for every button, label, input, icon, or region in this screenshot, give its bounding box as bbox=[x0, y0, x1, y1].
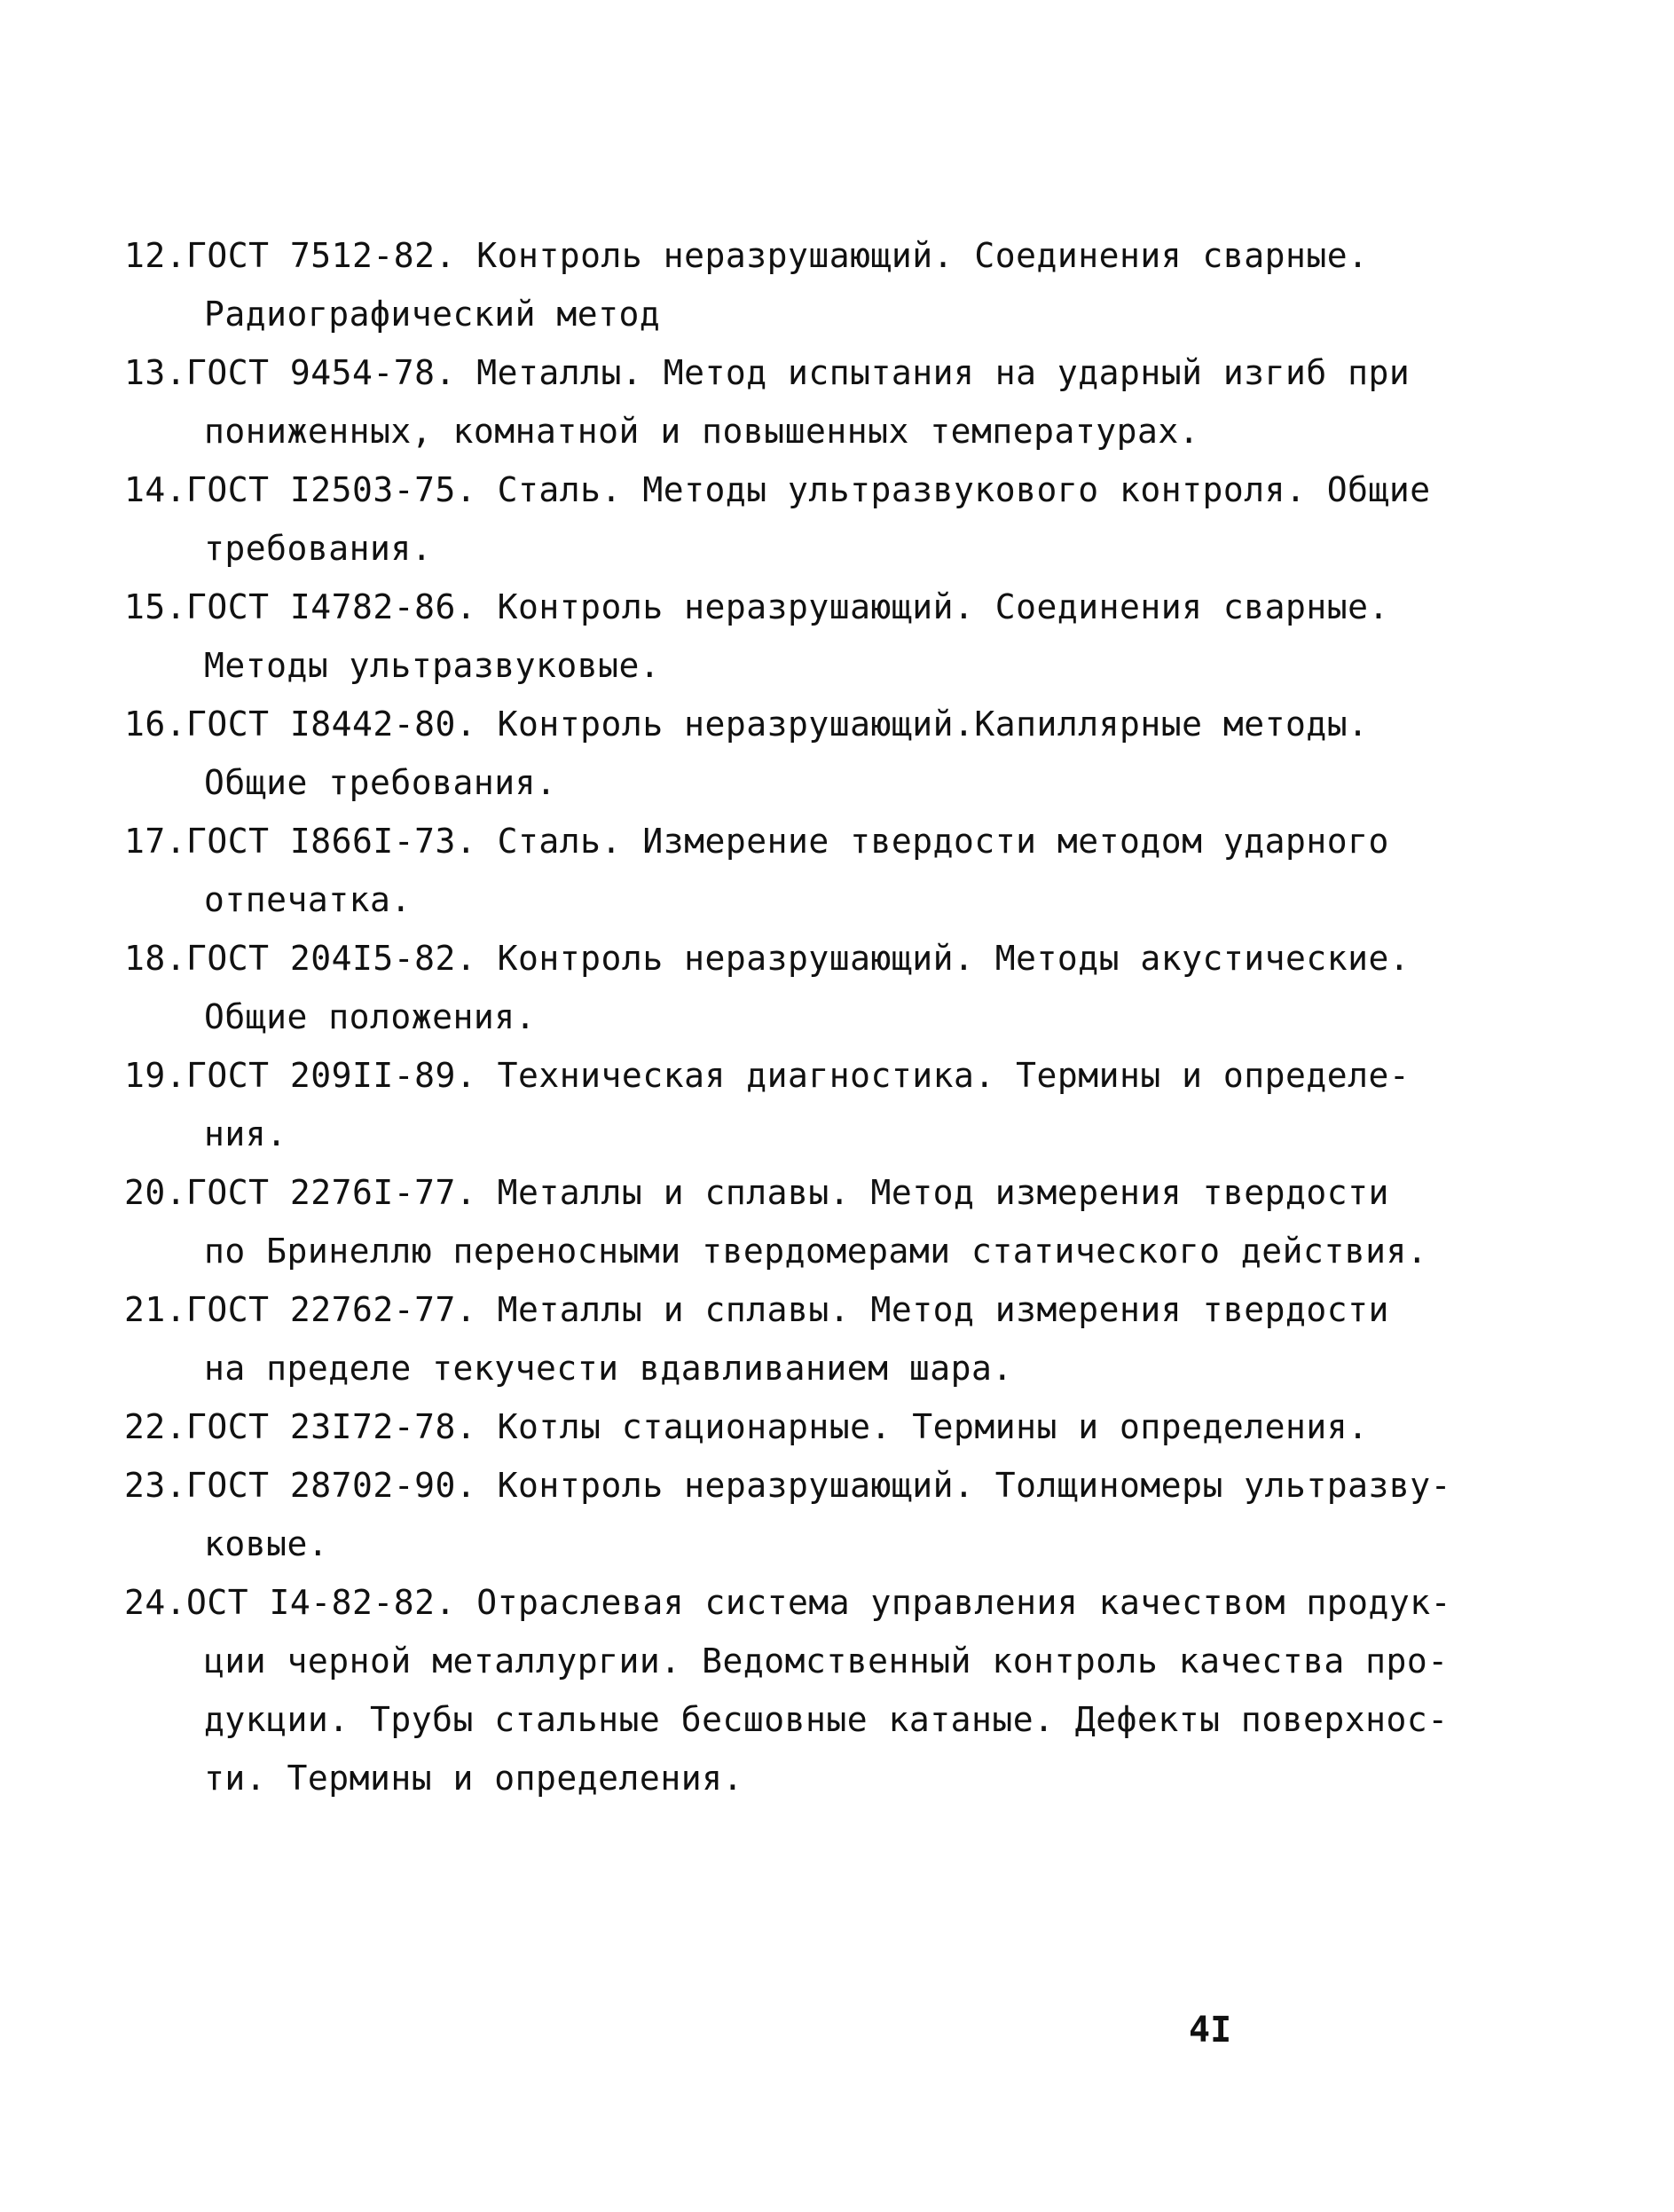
reference-number: 18. bbox=[124, 939, 187, 978]
reference-line-first bbox=[124, 226, 1369, 285]
reference-line-first bbox=[124, 1397, 1369, 1456]
reference-text: ции черной металлургии. Ведомственный контроль качества про- bbox=[204, 1641, 1449, 1681]
reference-line-continuation bbox=[124, 753, 1277, 812]
reference-line-continuation bbox=[124, 1222, 1428, 1280]
reference-number: 14. bbox=[124, 470, 187, 509]
reference-line-continuation bbox=[124, 1339, 1277, 1397]
reference-line-continuation bbox=[124, 402, 1277, 461]
reference-line-first bbox=[124, 1573, 1452, 1632]
reference-number: 22. bbox=[124, 1407, 187, 1446]
reference-text: ГОСТ 22762-77. Металлы и сплавы. Метод измерения твердости bbox=[186, 1290, 1389, 1329]
reference-item bbox=[124, 226, 1369, 343]
reference-item bbox=[124, 1163, 1428, 1280]
reference-line-continuation bbox=[124, 285, 1277, 343]
reference-text: ГОСТ 23I72-78. Котлы стационарные. Термины и определения. bbox=[186, 1407, 1369, 1446]
reference-item bbox=[124, 1456, 1452, 1573]
reference-item bbox=[124, 578, 1389, 695]
reference-line-first bbox=[124, 1280, 1389, 1339]
reference-text: ГОСТ 9454-78. Металлы. Метод испытания на ударный изгиб при bbox=[186, 353, 1411, 392]
reference-item bbox=[124, 343, 1411, 461]
reference-item bbox=[124, 1573, 1452, 1807]
reference-text: ГОСТ I866I-73. Сталь. Измерение твердости методом ударного bbox=[186, 822, 1389, 861]
reference-item bbox=[124, 1397, 1369, 1456]
reference-number: 20. bbox=[124, 1173, 187, 1212]
reference-number: 24. bbox=[124, 1583, 187, 1622]
reference-text: отпечатка. bbox=[204, 880, 412, 919]
reference-number: 16. bbox=[124, 705, 187, 744]
reference-line-first bbox=[124, 343, 1411, 402]
reference-line-continuation bbox=[124, 1749, 1277, 1807]
reference-text: ГОСТ 209II-89. Техническая диагностика. Термины и определе- bbox=[186, 1056, 1411, 1095]
reference-text: ГОСТ I2503-75. Сталь. Методы ультразвукового контроля. Общие bbox=[186, 470, 1431, 509]
reference-text: ковые. bbox=[204, 1524, 329, 1563]
reference-line-continuation bbox=[124, 1690, 1449, 1749]
reference-list bbox=[124, 226, 1452, 1807]
reference-item bbox=[124, 461, 1431, 578]
reference-text: ГОСТ 204I5-82. Контроль неразрушающий. Методы акустические. bbox=[186, 939, 1411, 978]
reference-line-first bbox=[124, 1163, 1389, 1222]
reference-number: 21. bbox=[124, 1290, 187, 1329]
reference-item bbox=[124, 812, 1389, 929]
reference-line-first bbox=[124, 929, 1411, 988]
reference-number: 19. bbox=[124, 1056, 187, 1095]
reference-line-first bbox=[124, 461, 1431, 519]
reference-text: ГОСТ 2276I-77. Металлы и сплавы. Метод измерения твердости bbox=[186, 1173, 1389, 1212]
reference-number: 13. bbox=[124, 353, 187, 392]
page-number: 4I bbox=[1189, 2010, 1232, 2051]
reference-text: ГОСТ I4782-86. Контроль неразрушающий. Соединения сварные. bbox=[186, 587, 1389, 626]
reference-text: Методы ультразвуковые. bbox=[204, 646, 661, 685]
reference-text: ния. bbox=[204, 1114, 287, 1153]
reference-text: Общие требования. bbox=[204, 763, 557, 802]
reference-line-continuation bbox=[124, 1632, 1449, 1690]
reference-line-first bbox=[124, 695, 1369, 753]
reference-text: ГОСТ I8442-80. Контроль неразрушающий.Капиллярные методы. bbox=[186, 705, 1369, 744]
reference-line-first bbox=[124, 812, 1389, 870]
reference-text: ГОСТ 28702-90. Контроль неразрушающий. Толщиномеры ультразву- bbox=[186, 1466, 1452, 1505]
reference-text: по Бринеллю переносными твердомерами статического действия. bbox=[204, 1232, 1428, 1271]
reference-number: 12. bbox=[124, 236, 187, 275]
reference-line-continuation bbox=[124, 870, 1277, 929]
reference-line-continuation bbox=[124, 988, 1277, 1046]
reference-text: дукции. Трубы стальные бесшовные катаные. Дефекты поверхнос- bbox=[204, 1700, 1449, 1739]
reference-text: Общие положения. bbox=[204, 997, 537, 1036]
reference-text: ОСТ I4-82-82. Отраслевая система управления качеством продук- bbox=[186, 1583, 1452, 1622]
reference-item bbox=[124, 1280, 1389, 1397]
reference-number: 17. bbox=[124, 822, 187, 861]
reference-line-continuation bbox=[124, 1515, 1277, 1573]
reference-text: ти. Термины и определения. bbox=[204, 1759, 743, 1798]
reference-item bbox=[124, 929, 1411, 1046]
reference-text: пониженных, комнатной и повышенных температурах. bbox=[204, 412, 1200, 451]
reference-text: требования. bbox=[204, 529, 433, 568]
reference-number: 15. bbox=[124, 587, 187, 626]
reference-text: Радиографический метод bbox=[204, 295, 661, 334]
reference-line-first bbox=[124, 578, 1389, 636]
reference-text: ГОСТ 7512-82. Контроль неразрушающий. Соединения сварные. bbox=[186, 236, 1369, 275]
reference-line-first bbox=[124, 1046, 1411, 1105]
reference-text: на пределе текучести вдавливанием шара. bbox=[204, 1349, 1013, 1388]
reference-line-continuation bbox=[124, 636, 1277, 695]
reference-number: 23. bbox=[124, 1466, 187, 1505]
reference-line-continuation bbox=[124, 519, 1277, 578]
reference-line-continuation bbox=[124, 1105, 1277, 1163]
reference-line-first bbox=[124, 1456, 1452, 1515]
reference-item bbox=[124, 1046, 1411, 1163]
reference-item bbox=[124, 695, 1369, 812]
